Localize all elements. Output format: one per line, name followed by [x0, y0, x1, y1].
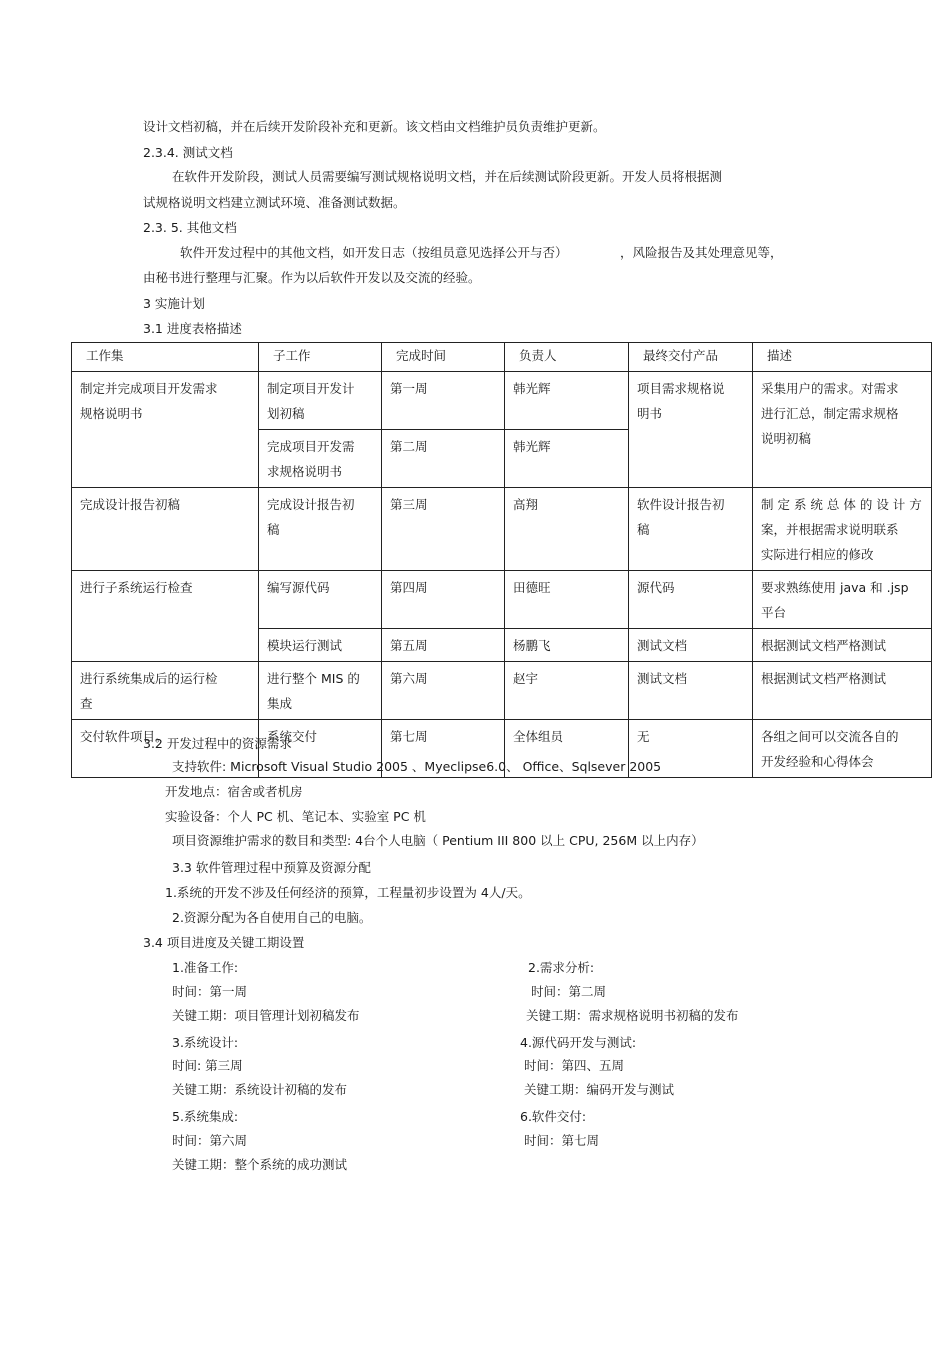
paragraph-2-3-5-a: 软件开发过程中的其他文档，如开发日志（按组员意见选择公开与否）: [180, 245, 568, 260]
table-cell: 杨鹏飞: [505, 629, 629, 662]
table-cell: 完成设计报告初 稿: [259, 488, 382, 571]
table-row: [72, 488, 932, 571]
dev-location: 开发地点：宿舍或者机房: [165, 784, 303, 799]
table-cell: 第七周: [382, 720, 505, 778]
table-cell: 测试文档: [629, 629, 753, 662]
milestone-time: 时间：第四、五周: [524, 1058, 625, 1073]
table-header-row: [72, 343, 932, 372]
table-cell: 第六周: [382, 662, 505, 720]
table-cell: 高翔: [505, 488, 629, 571]
lab-equipment: 实验设备：个人 PC 机、笔记本、实验室 PC 机: [165, 809, 426, 824]
table-cell: 模块运行测试: [259, 629, 382, 662]
heading-2-3-5: 2.3. 5. 其他文档: [143, 220, 237, 235]
header-cell: 描述: [753, 343, 932, 372]
table-cell: 全体组员: [505, 720, 629, 778]
milestone-key: 关键工期：整个系统的成功测试: [172, 1157, 348, 1172]
table-cell: 韩光辉: [505, 372, 629, 430]
table-cell: 编写源代码: [259, 571, 382, 629]
table-row: [72, 662, 932, 720]
milestone-key: 关键工期：需求规格说明书初稿的发布: [526, 1008, 739, 1023]
table-cell: 制 定 系 统 总 体 的 设 计 方 案，并根据需求说明联系 实际进行相应的修改: [753, 488, 932, 571]
table-cell: 进行整个 MIS 的 集成: [259, 662, 382, 720]
table-cell: 系统交付: [259, 720, 382, 778]
milestone-key: 关键工期：系统设计初稿的发布: [172, 1082, 348, 1097]
paragraph-2-3-4-a: 在软件开发阶段，测试人员需要编写测试规格说明文档，并在后续测试阶段更新。开发人员将根据测: [172, 169, 723, 184]
milestone-time: 时间: 第三周: [172, 1058, 243, 1073]
milestone-time: 时间：第二周: [531, 984, 607, 999]
table-cell: 第五周: [382, 629, 505, 662]
table-cell: 第二周: [382, 430, 505, 488]
intro-line: 设计文档初稿，并在后续开发阶段补充和更新。该文档由文档维护员负责维护更新。: [143, 119, 606, 134]
budget-item-2: 2.资源分配为各自使用自己的电脑。: [172, 910, 372, 925]
table-cell: 各组之间可以交流各自的 开发经验和心得体会: [753, 720, 932, 778]
header-cell: 工作集: [72, 343, 259, 372]
table-row: [72, 372, 932, 430]
table-cell: 田德旺: [505, 571, 629, 629]
heading-3-1: 3.1 进度表格描述: [143, 321, 242, 336]
table-cell: 第四周: [382, 571, 505, 629]
table-cell: 交付软件项目。: [72, 720, 259, 778]
heading-2-3-4: 2.3.4. 测试文档: [143, 145, 233, 160]
table-cell: 制定项目开发计 划初稿: [259, 372, 382, 430]
milestone-name: 1.准备工作:: [172, 960, 239, 975]
paragraph-2-3-5-a2: ，风险报告及其处理意见等，: [620, 245, 783, 260]
table-cell: 完成项目开发需 求规格说明书: [259, 430, 382, 488]
table-cell: 源代码: [629, 571, 753, 629]
milestone-time: 时间：第七周: [524, 1133, 600, 1148]
milestone-name: 6.软件交付:: [520, 1109, 587, 1124]
milestone-key: 关键工期：编码开发与测试: [524, 1082, 675, 1097]
table-cell: 要求熟练使用 java 和 .jsp 平台: [753, 571, 932, 629]
milestone-name: 3.系统设计:: [172, 1035, 239, 1050]
header-cell: 子工作: [259, 343, 382, 372]
paragraph-2-3-4-b: 试规格说明文档建立测试环境、准备测试数据。: [143, 195, 406, 210]
support-software: 支持软件: Microsoft Visual Studio 2005 、Myeclipse6.0、 Office、Sqlsever 2005: [172, 759, 662, 774]
table-cell: 进行子系统运行检查: [72, 571, 259, 662]
table-cell: 进行系统集成后的运行检 查: [72, 662, 259, 720]
heading-3-4: 3.4 项目进度及关键工期设置: [143, 935, 305, 950]
milestone-time: 时间：第六周: [172, 1133, 248, 1148]
budget-item-1: 1.系统的开发不涉及任何经济的预算，工程量初步设置为 4人/天。: [165, 885, 531, 900]
heading-3-3: 3.3 软件管理过程中预算及资源分配: [172, 860, 371, 875]
header-cell: 最终交付产品: [629, 343, 753, 372]
milestone-name: 2.需求分析:: [528, 960, 595, 975]
paragraph-2-3-5-b: 由秘书进行整理与汇聚。作为以后软件开发以及交流的经验。: [143, 270, 481, 285]
table-cell: 完成设计报告初稿: [72, 488, 259, 571]
table-cell: 根据测试文档严格测试: [753, 629, 932, 662]
heading-3: 3 实施计划: [143, 296, 205, 311]
table-cell: 根据测试文档严格测试: [753, 662, 932, 720]
milestone-time: 时间：第一周: [172, 984, 248, 999]
table-cell: 制定并完成项目开发需求 规格说明书: [72, 372, 259, 488]
table-cell: 测试文档: [629, 662, 753, 720]
table-row: [72, 571, 932, 629]
heading-3-2: 3.2 开发过程中的资源需求: [143, 736, 292, 751]
schedule-table: [71, 342, 932, 778]
table-cell: 第一周: [382, 372, 505, 430]
milestone-name: 5.系统集成:: [172, 1109, 239, 1124]
header-cell: 完成时间: [382, 343, 505, 372]
table-cell: 项目需求规格说 明书: [629, 372, 753, 488]
table-cell: 第三周: [382, 488, 505, 571]
table-cell: 软件设计报告初 稿: [629, 488, 753, 571]
table-cell: 采集用户的需求。对需求 进行汇总，制定需求规格 说明初稿: [753, 372, 932, 488]
resource-requirements: 项目资源维护需求的数目和类型: 4台个人电脑（ Pentium III 800 以上 CPU, 256M 以上内存）: [172, 833, 704, 848]
header-cell: 负责人: [505, 343, 629, 372]
table-cell: 赵宇: [505, 662, 629, 720]
table-cell: 韩光辉: [505, 430, 629, 488]
milestone-name: 4.源代码开发与测试:: [520, 1035, 637, 1050]
milestone-key: 关键工期：项目管理计划初稿发布: [172, 1008, 360, 1023]
table-cell: 无: [629, 720, 753, 778]
